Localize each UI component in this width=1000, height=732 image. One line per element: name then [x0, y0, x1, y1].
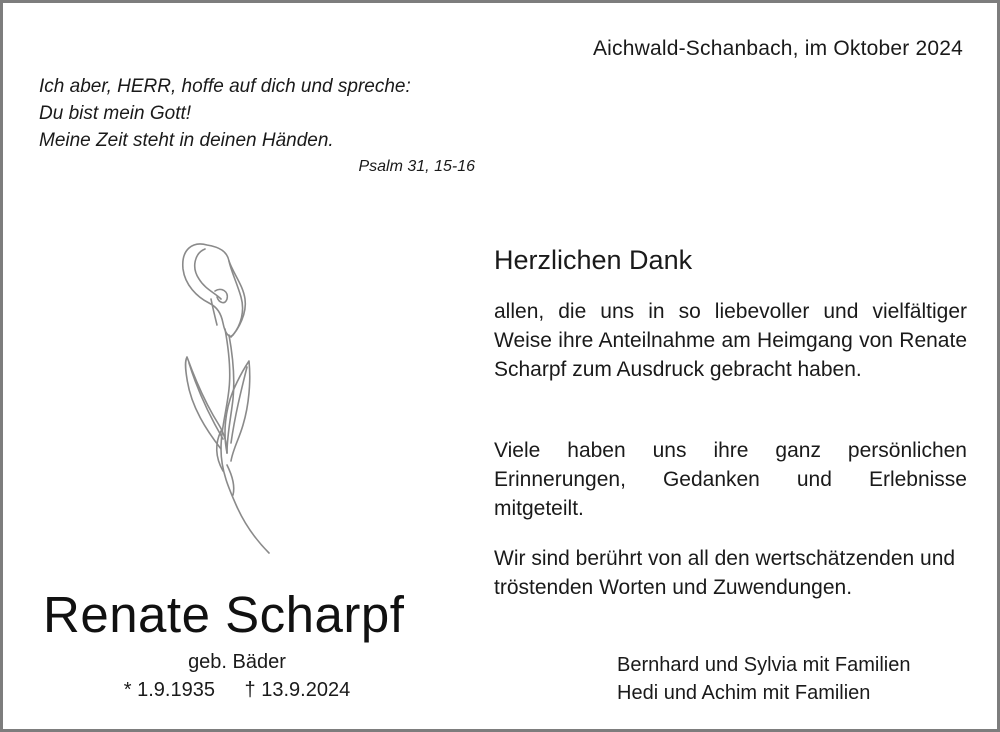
birth-name: geb. Bäder — [188, 651, 286, 673]
death-date: † 13.9.2024 — [244, 679, 351, 701]
verse-line: Meine Zeit steht in deinen Händen. — [39, 130, 334, 151]
deceased-name: Renate Scharpf — [43, 586, 405, 643]
calla-lily-icon — [171, 239, 283, 559]
verse-line: Du bist mein Gott! — [39, 103, 192, 124]
verse-line: Ich aber, HERR, hoffe auf dich und spreche: — [39, 76, 411, 97]
thanks-paragraph: allen, die uns in so liebevoller und vielfältiger Weise ihre Anteilnahme am Heimgang von Renate Scharpf zum Ausdruck gebracht haben. — [494, 300, 967, 381]
dateline: Aichwald-Schanbach, im Oktober 2024 — [592, 37, 963, 60]
signer-line: Hedi und Achim mit Familien — [617, 682, 871, 704]
signers — [617, 651, 910, 707]
thanks-paragraph: Viele haben uns ihre ganz persönlichen Erinnerungen, Gedanken und Erlebnisse mitgeteilt. — [494, 439, 967, 520]
life-dates — [3, 679, 471, 702]
signer-line: Bernhard und Sylvia mit Familien — [617, 654, 911, 676]
verse-reference: Psalm 31, 15-16 — [358, 158, 475, 175]
thanks-heading: Herzlichen Dank — [494, 245, 693, 275]
thanks-paragraph: Wir sind berührt von all den wertschätzenden und tröstenden Worten und Zuwendungen. — [494, 547, 956, 599]
birth-date: * 1.9.1935 — [123, 679, 215, 701]
bible-verse — [39, 73, 475, 179]
